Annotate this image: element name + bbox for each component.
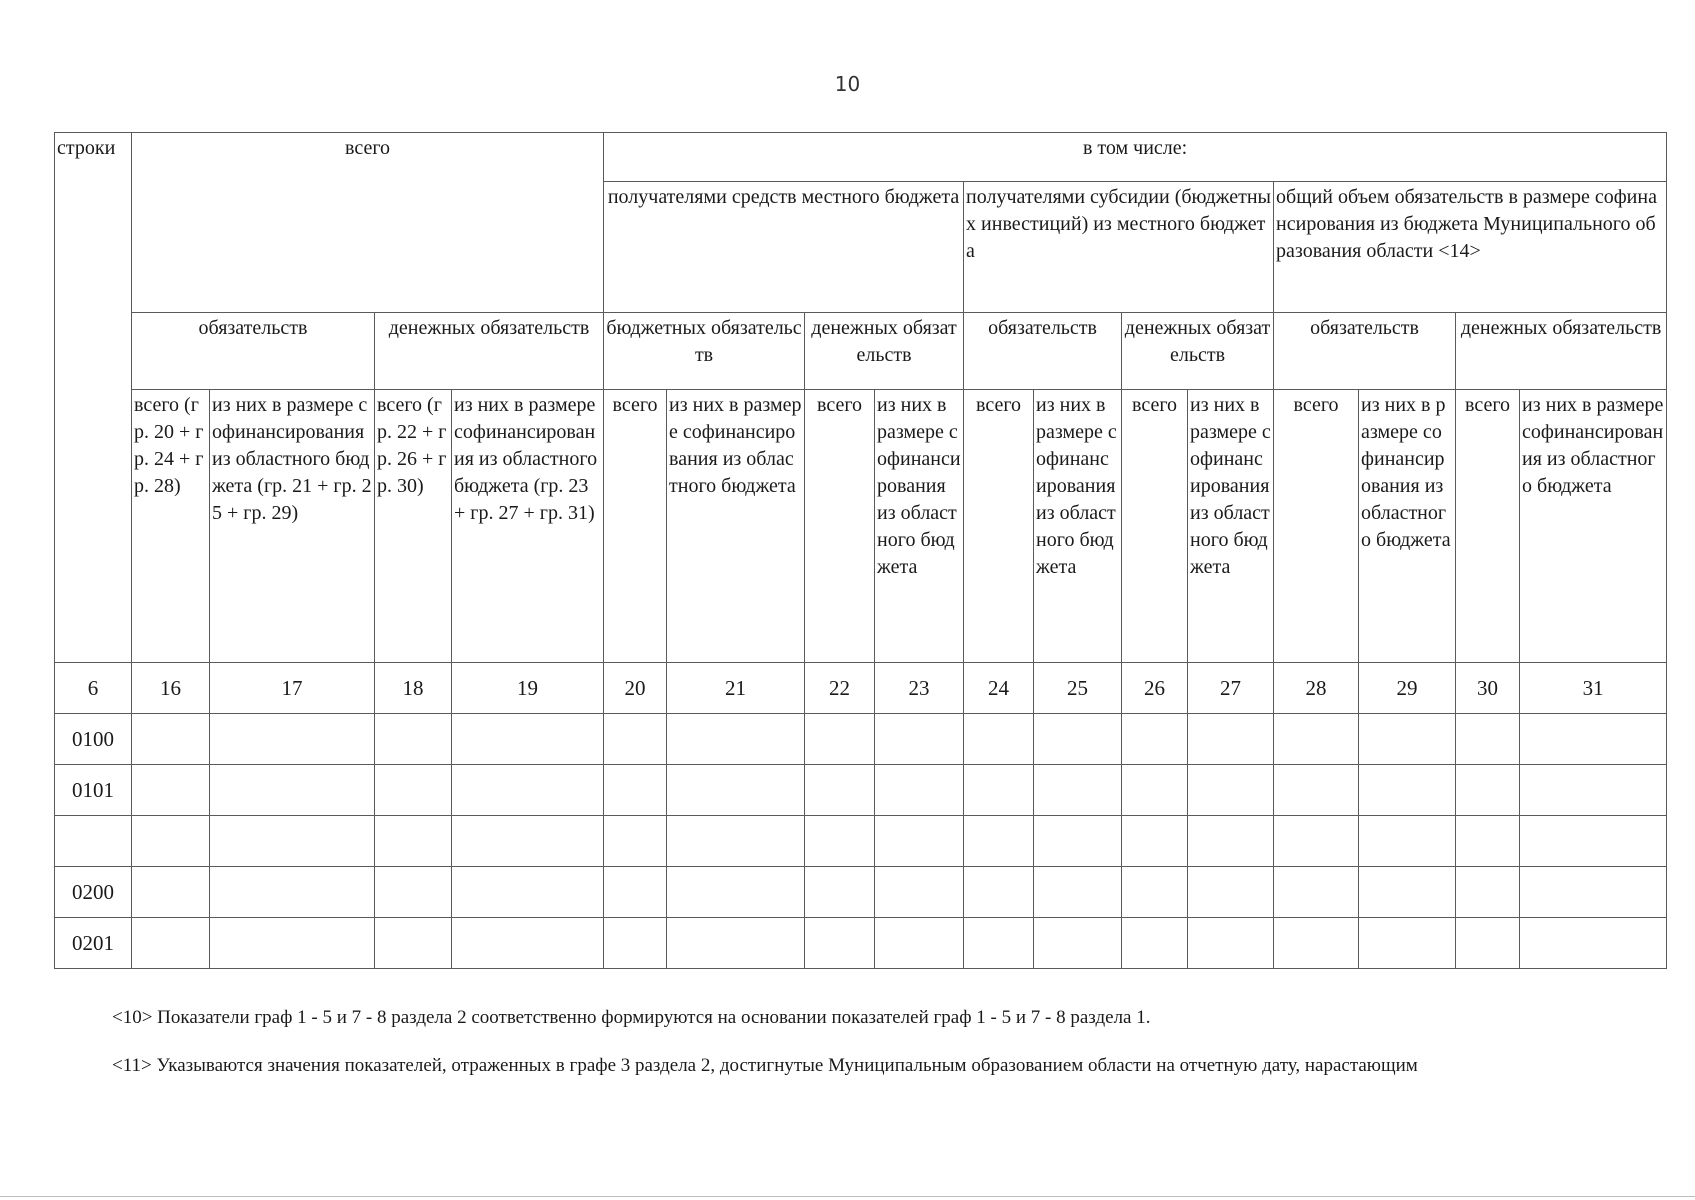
table-cell [375, 867, 452, 918]
table-row [55, 867, 1667, 918]
table-cell [452, 867, 604, 918]
table-cell [210, 816, 375, 867]
table-cell [964, 714, 1034, 765]
table-cell [1520, 714, 1667, 765]
footnote-10: <10> Показатели граф 1 - 5 и 7 - 8 раздела 2 соответственно формируются на основании показателей граф 1 - 5 и 7 - 8 раздела 1. [112, 1007, 1151, 1028]
table-cell [1274, 867, 1359, 918]
col24-header: всего [964, 390, 1034, 663]
table-cell [1456, 918, 1520, 969]
table-cell [667, 918, 805, 969]
table-cell [805, 714, 875, 765]
column-number: 28 [1274, 663, 1359, 714]
table-cell [964, 816, 1034, 867]
table-cell [875, 816, 964, 867]
col18-header: всего (гр. 22 + гр. 26 + гр. 30) [375, 390, 452, 663]
footnotes [112, 994, 1652, 1090]
table-row [55, 765, 1667, 816]
table-cell [1122, 765, 1188, 816]
col27-header: из них в размере софинансирования из областного бюджета [1188, 390, 1274, 663]
col26-header: всего [1122, 390, 1188, 663]
table-cell [1188, 918, 1274, 969]
including-header: в том числе: [604, 133, 1667, 182]
table-cell [1520, 765, 1667, 816]
table-cell [964, 867, 1034, 918]
column-number: 31 [1520, 663, 1667, 714]
table-cell [1188, 816, 1274, 867]
column-number: 24 [964, 663, 1034, 714]
table-cell [1274, 816, 1359, 867]
table-cell [875, 765, 964, 816]
table-row [55, 918, 1667, 969]
obligations-table [54, 132, 1667, 969]
table-cell [375, 816, 452, 867]
col28-header: всего [1274, 390, 1359, 663]
rows-label-header: строки [55, 133, 132, 663]
table-cell [132, 816, 210, 867]
table-cell [210, 918, 375, 969]
column-number: 29 [1359, 663, 1456, 714]
col19-header: из них в размере софинансирования из областного бюджета (гр. 23 + гр. 27 + гр. 31) [452, 390, 604, 663]
cofin-obligations-header: обязательств [1274, 313, 1456, 390]
table-cell [1122, 918, 1188, 969]
table-cell [1188, 765, 1274, 816]
table-cell [1274, 918, 1359, 969]
table-cell [1520, 918, 1667, 969]
table-cell [964, 918, 1034, 969]
table-cell [132, 918, 210, 969]
table-cell [1034, 765, 1122, 816]
table-cell [452, 918, 604, 969]
table-cell [1359, 714, 1456, 765]
table-cell [1034, 714, 1122, 765]
table-cell [375, 918, 452, 969]
table-cell [805, 816, 875, 867]
table-cell [1034, 918, 1122, 969]
page-number: 10 [834, 72, 861, 96]
local-budget-obligations-header: бюджетных обязательств [604, 313, 805, 390]
table-cell [452, 816, 604, 867]
total-obligations-header: обязательств [132, 313, 375, 390]
col29-header: из них в размере софинансирования из областного бюджета [1359, 390, 1456, 663]
table-cell [667, 765, 805, 816]
col20-header: всего [604, 390, 667, 663]
table-cell [875, 714, 964, 765]
table-cell [132, 765, 210, 816]
table-row [55, 714, 1667, 765]
row-code: 0200 [55, 867, 132, 918]
total-header: всего [132, 133, 604, 313]
table-cell [604, 918, 667, 969]
row-code: 0100 [55, 714, 132, 765]
table-cell [667, 714, 805, 765]
cofin-money-obligations-header: денежных обязательств [1456, 313, 1667, 390]
table-cell [1359, 765, 1456, 816]
col22-header: всего [805, 390, 875, 663]
table-cell [604, 867, 667, 918]
column-number: 19 [452, 663, 604, 714]
table-cell [1359, 918, 1456, 969]
table-cell [210, 765, 375, 816]
table-cell [1359, 867, 1456, 918]
column-number: 16 [132, 663, 210, 714]
row-code: 0101 [55, 765, 132, 816]
cofinancing-volume-header: общий объем обязательств в размере софинансирования из бюджета Муниципального образования области <14> [1274, 182, 1667, 313]
table-cell [805, 867, 875, 918]
subsidy-obligations-header: обязательств [964, 313, 1122, 390]
table-cell [452, 765, 604, 816]
table-cell [210, 714, 375, 765]
column-number: 22 [805, 663, 875, 714]
table-cell [1188, 714, 1274, 765]
table-cell [1520, 816, 1667, 867]
row-code [55, 816, 132, 867]
table-cell [1456, 714, 1520, 765]
table-cell [1034, 816, 1122, 867]
column-number: 30 [1456, 663, 1520, 714]
column-number: 18 [375, 663, 452, 714]
local-money-obligations-header: денежных обязательств [805, 313, 964, 390]
table-cell [805, 918, 875, 969]
col31-header: из них в размере софинансирования из областного бюджета [1520, 390, 1667, 663]
table-cell [1034, 867, 1122, 918]
col17-header: из них в размере софинансирования из областного бюджета (гр. 21 + гр. 25 + гр. 29) [210, 390, 375, 663]
column-number: 21 [667, 663, 805, 714]
table-cell [210, 867, 375, 918]
table-cell [667, 867, 805, 918]
col23-header: из них в размере софинансирования из областного бюджета [875, 390, 964, 663]
table-cell [1188, 867, 1274, 918]
table-cell [132, 714, 210, 765]
total-money-obligations-header: денежных обязательств [375, 313, 604, 390]
table-cell [1122, 867, 1188, 918]
table-cell [667, 816, 805, 867]
table-cell [1122, 714, 1188, 765]
table-cell [1456, 867, 1520, 918]
column-number: 17 [210, 663, 375, 714]
local-budget-recipients-header: получателями средств местного бюджета [604, 182, 964, 313]
footnote-11: <11> Указываются значения показателей, отраженных в графе 3 раздела 2, достигнутые Муниципальным образованием области на отчетную дату, нарастающим [112, 1055, 1418, 1076]
col30-header: всего [1456, 390, 1520, 663]
table-cell [964, 765, 1034, 816]
table-cell [604, 765, 667, 816]
subsidy-money-obligations-header: денежных обязательств [1122, 313, 1274, 390]
col21-header: из них в размере софинансирования из областного бюджета [667, 390, 805, 663]
table-cell [132, 867, 210, 918]
column-number: 6 [55, 663, 132, 714]
column-number: 26 [1122, 663, 1188, 714]
subsidy-recipients-header: получателями субсидии (бюджетных инвестиций) из местного бюджета [964, 182, 1274, 313]
column-number: 27 [1188, 663, 1274, 714]
table-cell [1274, 765, 1359, 816]
table-cell [452, 714, 604, 765]
table-cell [1122, 816, 1188, 867]
table-cell [1456, 765, 1520, 816]
column-numbers-row [55, 663, 1667, 714]
table-cell [604, 816, 667, 867]
row-code: 0201 [55, 918, 132, 969]
table-cell [1520, 867, 1667, 918]
table-cell [1456, 816, 1520, 867]
column-number: 23 [875, 663, 964, 714]
table-cell [805, 765, 875, 816]
bottom-rule [0, 1196, 1695, 1197]
table-cell [375, 765, 452, 816]
table-row [55, 816, 1667, 867]
col25-header: из них в размере софинансирования из областного бюджета [1034, 390, 1122, 663]
column-number: 25 [1034, 663, 1122, 714]
table-cell [1359, 816, 1456, 867]
table-cell [875, 867, 964, 918]
table-cell [375, 714, 452, 765]
col16-header: всего (гр. 20 + гр. 24 + гр. 28) [132, 390, 210, 663]
table-cell [604, 714, 667, 765]
table-cell [1274, 714, 1359, 765]
table-cell [875, 918, 964, 969]
column-number: 20 [604, 663, 667, 714]
